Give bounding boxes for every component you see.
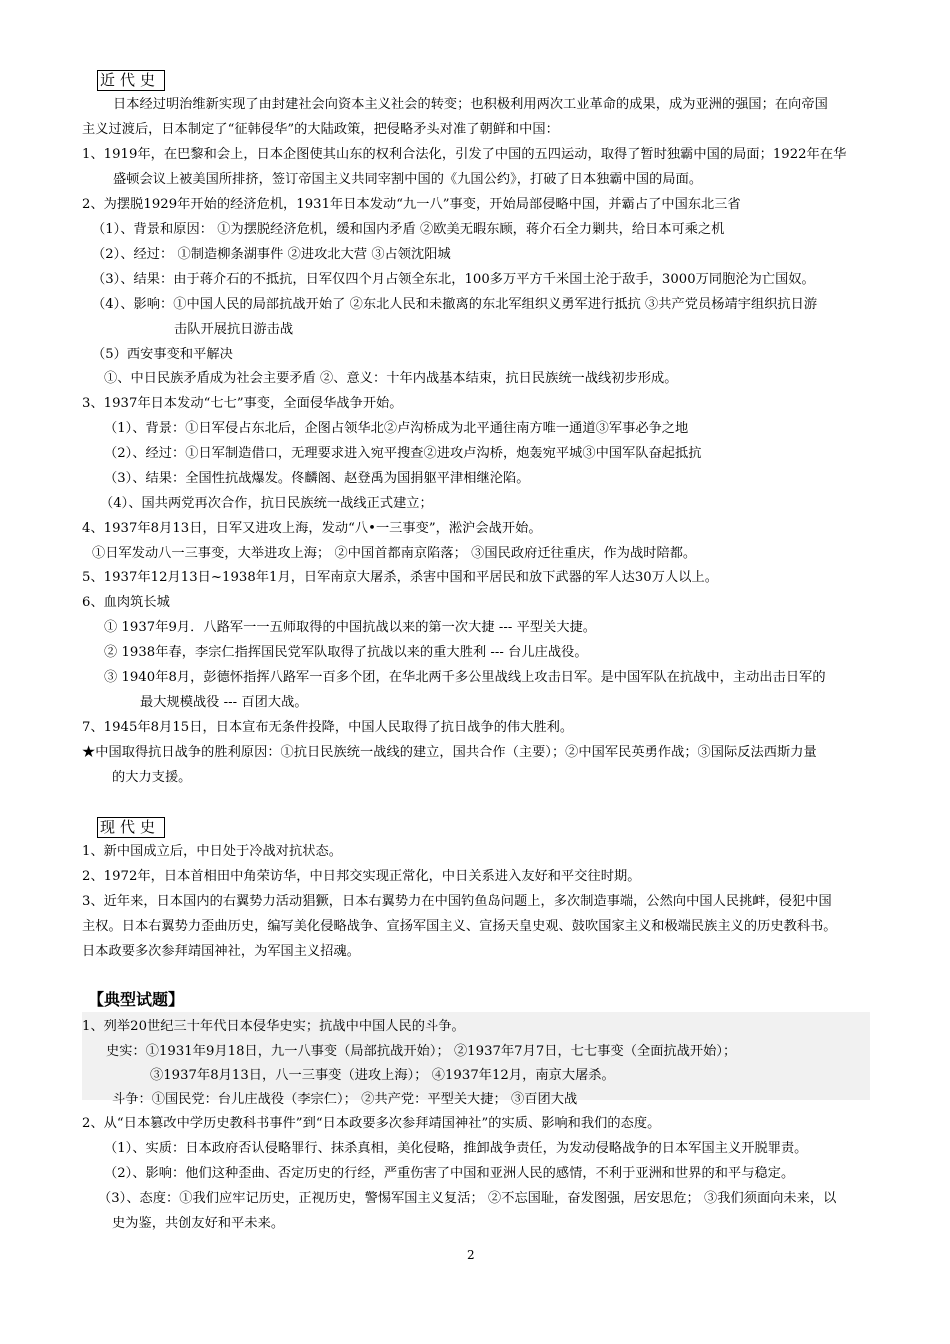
text-line: 主义过渡后，日本制定了“征韩侵华”的大陆政策，把侵略矛头对准了朝鲜和中国： [82,122,559,137]
text-line: 史为鉴，共创友好和平未来。 [112,1216,285,1231]
text-line: 3、近年来，日本国内的右翼势力活动猖獗，日本右翼势力在中国钓鱼岛问题上，多次制造事端，公然向中国人民挑衅，侵犯中国 [82,894,832,909]
text-line: （2）、经过：①日军制造借口，无理要求进入宛平搜查②进攻卢沟桥，炮轰宛平城③中国军队奋起抵抗 [104,446,702,461]
page-number: 2 [467,1248,475,1262]
text-line: 最大规模战役 --- 百团大战。 [140,695,308,710]
text-line: 盛顿会议上被美国所排挤，签订帝国主义共同宰割中国的《九国公约》，打破了日本独霸中国的局面。 [113,172,703,187]
text-line: ③1937年8月13日，八一三事变（进攻上海）； ④1937年12月，南京大屠杀。 [150,1068,615,1083]
text-line: （5）西安事变和平解决 [92,347,233,362]
text-line: 6、血肉筑长城 [82,595,170,610]
text-line: ①日军发动八一三事变，大举进攻上海； ②中国首都南京陷落； ③国民政府迁往重庆，作为战时陪都。 [92,546,697,561]
text-line: 史实：①1931年9月18日，九一八事变（局部抗战开始）； ②1937年7月7日，七七事变（全面抗战开始）； [106,1044,737,1059]
text-line: 5、1937年12月13日~1938年1月，日军南京大屠杀，杀害中国和平居民和放下武器的军人达30万人以上。 [82,570,718,585]
text-line: ★中国取得抗日战争的胜利原因：①抗日民族统一战线的建立，国共合作（主要）；②中国军民英勇作战；③国际反法西斯力量 [82,745,817,760]
text-line: （3）、结果：由于蒋介石的不抵抗，日军仅四个月占领全东北，100多万平方千米国土沦于敌手，3000万同胞沦为亡国奴。 [92,272,815,287]
text-line: 主权。日本右翼势力歪曲历史，编写美化侵略战争、宣扬军国主义、宣扬天皇史观、鼓吹国家主义和极端民族主义的历史教科书。 [82,919,837,934]
text-line: 1、新中国成立后，中日处于冷战对抗状态。 [82,844,342,859]
typical-questions-heading: 【典型试题】 [88,990,185,1009]
text-line: 7、1945年8月15日，日本宣布无条件投降，中国人民取得了抗日战争的伟大胜利。 [82,720,574,735]
text-line: 4、1937年8月13日，日军又进攻上海，发动“八•一三事变”，淞沪会战开始。 [82,521,542,536]
text-line: ①、中日民族矛盾成为社会主要矛盾 ②、意义：十年内战基本结束，抗日民族统一战线初步形成。 [104,371,678,386]
text-line: 2、从“日本篡改中学历史教科书事件”到“日本政要多次参拜靖国神社”的实质、影响和我们的态度。 [82,1116,661,1131]
text-line: 日本政要多次参拜靖国神社，为军国主义招魂。 [82,944,360,959]
text-line: 日本经过明治维新实现了由封建社会向资本主义社会的转变；也积极利用两次工业革命的成果，成为亚洲的强国；在向帝国 [113,97,828,112]
text-line: （1）、实质：日本政府否认侵略罪行、抹杀真相，美化侵略，推卸战争责任，为发动侵略战争的日本军国主义开脱罪责。 [104,1141,808,1156]
text-line: 1、列举20世纪三十年代日本侵华史实；抗战中中国人民的斗争。 [82,1019,465,1034]
text-line: ② 1938年春，李宗仁指挥国民党军队取得了抗战以来的重大胜利 --- 台儿庄战役。 [104,645,588,660]
text-line: （1）、背景和原因： ①为摆脱经济危机，缓和国内矛盾 ②欧美无暇东顾，蒋介石全力剿共，给日本可乘之机 [92,222,725,237]
section-heading-contemporary: 现代史 [97,817,165,838]
text-line: （2）、影响：他们这种歪曲、否定历史的行经，严重伤害了中国和亚洲人民的感情，不利于亚洲和世界的和平与稳定。 [104,1166,795,1181]
text-line: （3）、态度：①我们应牢记历史，正视历史，警惕军国主义复活； ②不忘国耻，奋发图强，居安思危； ③我们须面向未来，以 [98,1191,837,1206]
text-line: 击队开展抗日游击战 [174,322,294,337]
text-line: （3）、结果：全国性抗战爆发。佟麟阁、赵登禹为国捐躯平津相继沦陷。 [104,471,530,486]
text-line: 3、1937年日本发动“七七”事变，全面侵华战争开始。 [82,396,403,411]
text-line: （2）、经过： ①制造柳条湖事件 ②进攻北大营 ③占领沈阳城 [92,247,451,262]
text-line: （1）、背景：①日军侵占东北后，企图占领华北②卢沟桥成为北平通往南方唯一通道③军事必争之地 [104,421,689,436]
text-line: 2、为摆脱1929年开始的经济危机，1931年日本发动“九一八”事变，开始局部侵略中国，并霸占了中国东北三省 [82,197,741,212]
text-line: 1、1919年，在巴黎和会上，日本企图使其山东的权利合法化，引发了中国的五四运动，取得了暂时独霸中国的局面；1922年在华 [82,147,847,162]
text-line: 斗争：①国民党：台儿庄战役（李宗仁）； ②共产党：平型关大捷； ③百团大战 [112,1092,578,1107]
text-line: ③ 1940年8月，彭德怀指挥八路军一百多个团，在华北两千多公里战线上攻击日军。是中国军队在抗战中，主动出击日军的 [104,670,826,685]
text-line: 2、1972年，日本首相田中角荣访华，中日邦交实现正常化，中日关系进入友好和平交往时期。 [82,869,641,884]
text-line: 的大力支援。 [112,770,192,785]
section-heading-modern: 近代史 [97,70,165,91]
text-line: （4）、影响：①中国人民的局部抗战开始了 ②东北人民和未撤离的东北军组织义勇军进行抵抗 ③共产党员杨靖宇组织抗日游 [92,297,818,312]
text-line: （4）、国共两党再次合作，抗日民族统一战线正式建立； [100,496,433,511]
text-line: ① 1937年9月．八路军一一五师取得的中国抗战以来的第一次大捷 --- 平型关大捷。 [104,620,597,635]
